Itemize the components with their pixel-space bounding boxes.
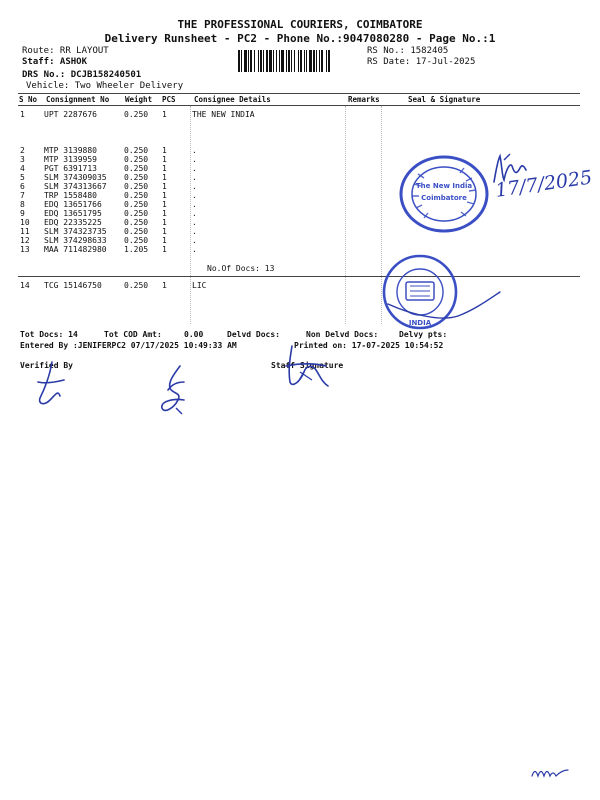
row-8-sno: 8 <box>20 200 25 209</box>
staff-signature-label: Staff Signature <box>271 361 344 370</box>
row-8-pcs: 1 <box>162 200 167 209</box>
row-4-consignee: . <box>192 164 197 173</box>
delivery-points-label: Delvy pts: <box>399 330 448 339</box>
row-3-consignee: . <box>192 155 197 164</box>
row-14-weight: 0.250 <box>124 281 149 290</box>
row-6-consignee: . <box>192 182 197 191</box>
row-2-consignment: MTP 3139880 <box>44 146 97 155</box>
row-12-consignment: SLM 374298633 <box>44 236 107 245</box>
header-top-rule <box>18 93 580 94</box>
entered-by: Entered By :JENIFERPC2 07/17/2025 10:49:33 AM <box>20 341 237 350</box>
staff-signature <box>282 342 334 392</box>
col-seal-signature: Seal & Signature <box>408 95 481 104</box>
row-1-pcs: 1 <box>162 110 167 119</box>
barcode <box>238 50 360 72</box>
col-separator <box>190 106 191 324</box>
company-title: THE PROFESSIONAL COURIERS, COIMBATORE <box>177 18 423 31</box>
row-1-sno: 1 <box>20 110 25 119</box>
col-separator <box>345 106 346 324</box>
col-consignee: Consignee Details <box>194 95 271 104</box>
delivered-docs-label: Delvd Docs: <box>227 330 280 339</box>
total-docs: Tot Docs: 14 <box>20 330 78 339</box>
row-13-consignee: . <box>192 245 197 254</box>
row-4-pcs: 1 <box>162 164 167 173</box>
row-12-consignee: . <box>192 236 197 245</box>
row-12-sno: 12 <box>20 236 30 245</box>
row-3-pcs: 1 <box>162 155 167 164</box>
seal-text-line-1: The New India <box>415 182 473 190</box>
row-9-pcs: 1 <box>162 209 167 218</box>
row-11-sno: 11 <box>20 227 30 236</box>
row-14-consignee: LIC <box>192 281 207 290</box>
row-10-weight: 0.250 <box>124 218 149 227</box>
col-pcs: PCS <box>162 95 176 104</box>
row-4-sno: 4 <box>20 164 25 173</box>
row-13-consignment: MAA 711482980 <box>44 245 107 254</box>
row-11-consignee: . <box>192 227 197 236</box>
row-1-weight: 0.250 <box>124 110 149 119</box>
row-8-consignment: EDQ 13651766 <box>44 200 102 209</box>
row-5-sno: 5 <box>20 173 25 182</box>
company-seal-stamp <box>398 154 490 234</box>
runsheet-subtitle: Delivery Runsheet - PC2 - Phone No.:9047080280 - Page No.:1 <box>104 32 496 45</box>
rs-date: RS Date: 17-Jul-2025 <box>367 57 476 67</box>
row-11-consignment: SLM 374323735 <box>44 227 107 236</box>
verified-by-label: Verified By <box>20 361 73 370</box>
row-5-consignee: . <box>192 173 197 182</box>
row-3-sno: 3 <box>20 155 25 164</box>
row-11-weight: 0.250 <box>124 227 149 236</box>
row-14-pcs: 1 <box>162 281 167 290</box>
row-9-weight: 0.250 <box>124 209 149 218</box>
row-2-sno: 2 <box>20 146 25 155</box>
row-1-consignment: UPT 2287676 <box>44 110 97 119</box>
col-consignment: Consignment No <box>46 95 110 104</box>
total-cod-label: Tot COD Amt: <box>104 330 162 339</box>
corner-scribble <box>530 764 570 782</box>
row-9-consignee: . <box>192 209 197 218</box>
row-2-pcs: 1 <box>162 146 167 155</box>
row-14-sno: 14 <box>20 281 30 290</box>
row-12-weight: 0.250 <box>124 236 149 245</box>
drs-number: DRS No.: DCJB158240501 <box>22 70 142 80</box>
row-14-consignment: TCG 15146750 <box>44 281 102 290</box>
printed-on: Printed on: 17-07-2025 10:54:52 <box>294 341 444 350</box>
row-6-pcs: 1 <box>162 182 167 191</box>
row-8-weight: 0.250 <box>124 200 149 209</box>
col-remarks: Remarks <box>348 95 380 104</box>
staff-label: Staff: ASHOK <box>22 57 88 67</box>
seal-text-line-2: Coimbatore <box>421 194 467 202</box>
row-10-sno: 10 <box>20 218 30 227</box>
header-bottom-rule <box>18 105 580 106</box>
row-13-sno: 13 <box>20 245 30 254</box>
row-7-sno: 7 <box>20 191 25 200</box>
row-5-consignment: SLM 374309035 <box>44 173 107 182</box>
seal-india-text: INDIA <box>408 319 432 327</box>
row-2-consignee: . <box>192 146 197 155</box>
non-delivered-docs-label: Non Delvd Docs: <box>306 330 379 339</box>
row-3-consignment: MTP 3139959 <box>44 155 97 164</box>
vehicle-label: Vehicle: Two Wheeler Delivery <box>26 81 184 91</box>
row-13-pcs: 1 <box>162 245 167 254</box>
row-6-sno: 6 <box>20 182 25 191</box>
row-6-weight: 0.250 <box>124 182 149 191</box>
route-label: Route: RR LAYOUT <box>22 46 109 56</box>
row-10-consignment: EDQ 22335225 <box>44 218 102 227</box>
row-9-sno: 9 <box>20 209 25 218</box>
verified-by-signature <box>34 360 70 410</box>
row-2-weight: 0.250 <box>124 146 149 155</box>
group-doc-count: No.Of Docs: 13 <box>207 264 275 273</box>
row-13-weight: 1.205 <box>124 245 149 254</box>
row-9-consignment: EDQ 13651795 <box>44 209 102 218</box>
row-7-weight: 0.250 <box>124 191 149 200</box>
row-6-consignment: SLM 374313667 <box>44 182 107 191</box>
handwritten-date: 17/7/2025 <box>494 166 594 202</box>
row-8-consignee: . <box>192 200 197 209</box>
row-1-consignee: THE NEW INDIA <box>192 110 255 119</box>
middle-signature <box>156 364 192 418</box>
row-4-weight: 0.250 <box>124 164 149 173</box>
india-seal-stamp <box>380 254 504 330</box>
row-7-pcs: 1 <box>162 191 167 200</box>
row-3-weight: 0.250 <box>124 155 149 164</box>
col-sno: S No <box>19 95 38 104</box>
col-weight: Weight <box>125 95 153 104</box>
row-10-consignee: . <box>192 218 197 227</box>
total-cod-value: 0.00 <box>184 330 204 339</box>
row-7-consignee: . <box>192 191 197 200</box>
row-7-consignment: TRP 1558480 <box>44 191 97 200</box>
row-5-weight: 0.250 <box>124 173 149 182</box>
row-10-pcs: 1 <box>162 218 167 227</box>
rs-number: RS No.: 1582405 <box>367 46 449 56</box>
row-12-pcs: 1 <box>162 236 167 245</box>
row-5-pcs: 1 <box>162 173 167 182</box>
row-4-consignment: PGT 6391713 <box>44 164 97 173</box>
row-11-pcs: 1 <box>162 227 167 236</box>
